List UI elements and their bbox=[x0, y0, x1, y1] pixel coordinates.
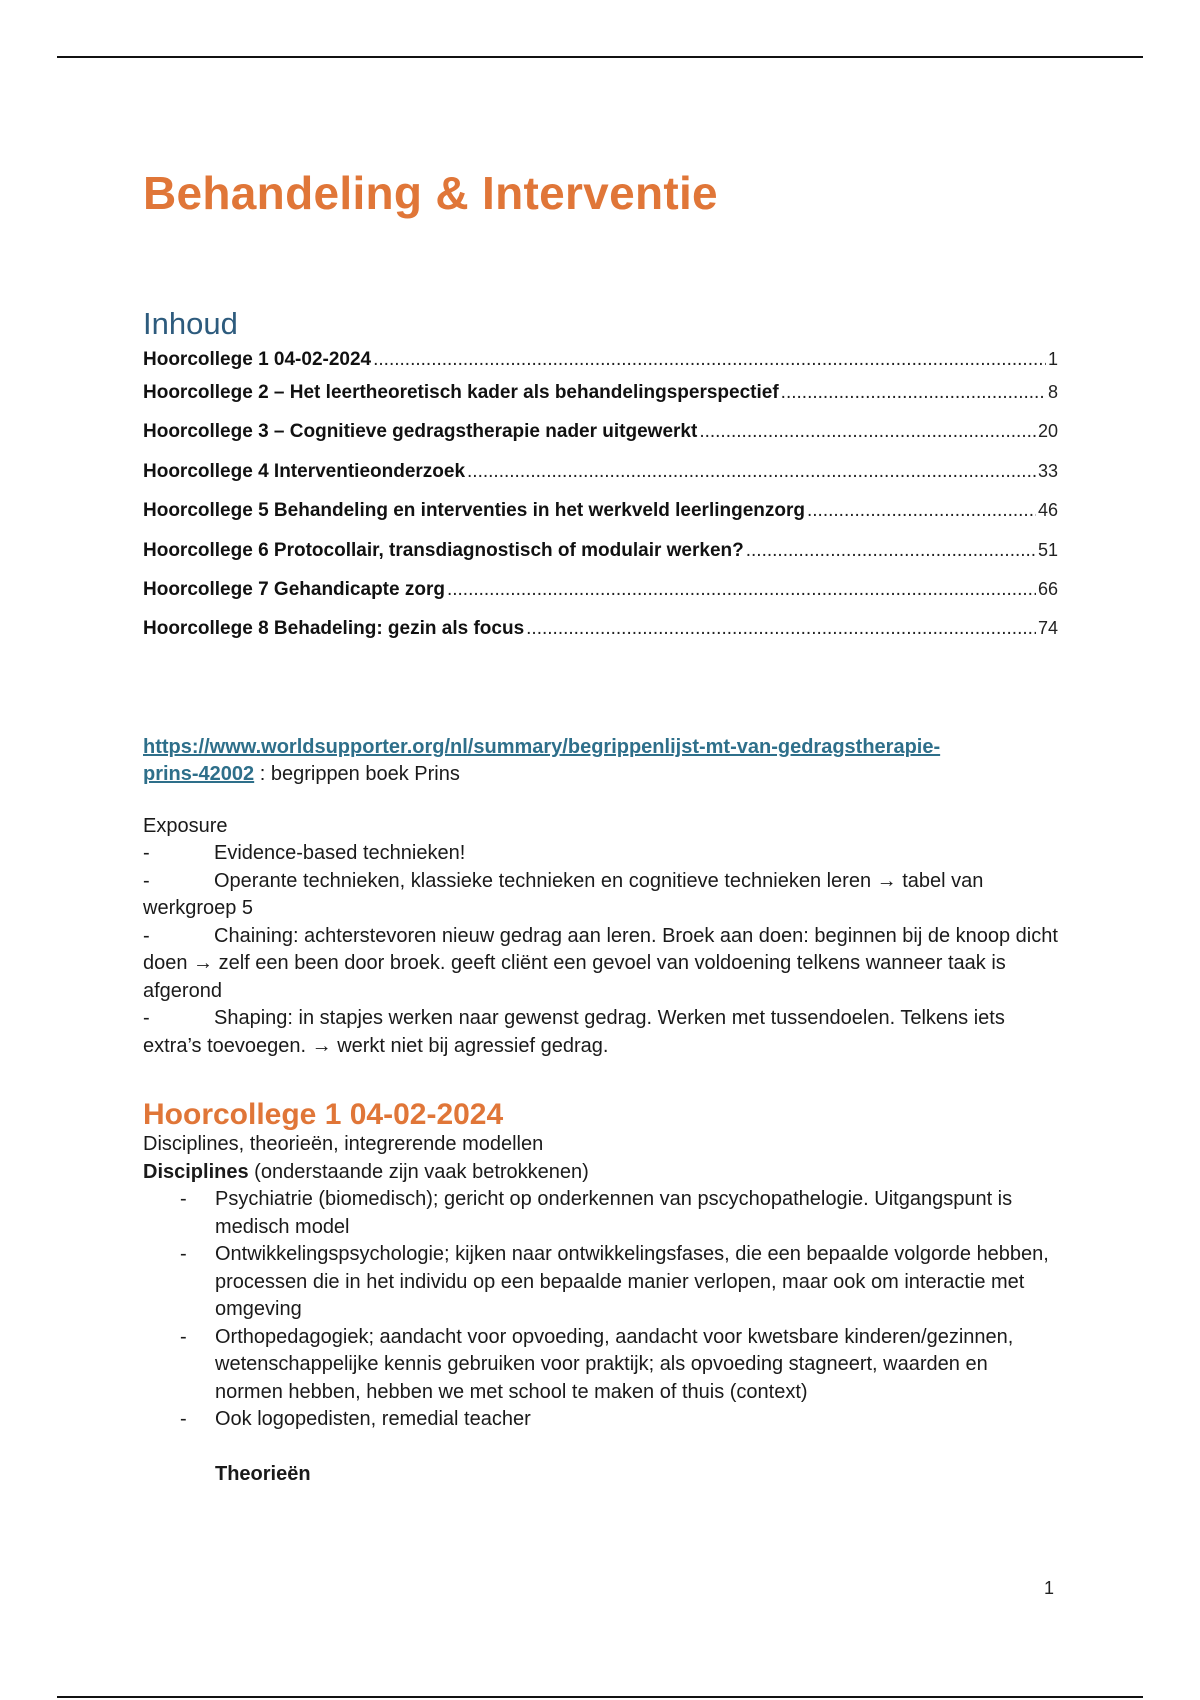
toc-entry-title: Hoorcollege 7 Gehandicapte zorg bbox=[143, 578, 445, 600]
exposure-item bbox=[143, 868, 1058, 923]
toc-entry-page: 66 bbox=[1037, 578, 1058, 599]
list-item-text: Psychiatrie (biomedisch); gericht op onderkennen van pscychopathelogie. Uitgangspunt is medisch model bbox=[215, 1188, 1013, 1238]
toc-entry-page: 51 bbox=[1037, 539, 1058, 560]
top-rule bbox=[57, 56, 1143, 58]
dash-marker: - bbox=[143, 1007, 150, 1030]
list-item bbox=[143, 1241, 1058, 1324]
dash-marker: - bbox=[143, 869, 150, 892]
document-title: Behandeling & Interventie bbox=[143, 167, 718, 219]
toc-entry-page: 74 bbox=[1037, 618, 1058, 639]
toc-entry[interactable] bbox=[143, 421, 1058, 460]
disciplines-line bbox=[143, 1159, 1058, 1187]
dash-marker: - bbox=[180, 1325, 187, 1348]
toc-entry-title: Hoorcollege 3 – Cognitieve gedragstherapie nader uitgewerkt bbox=[143, 421, 698, 443]
dash-marker: - bbox=[180, 1408, 187, 1431]
disciplines-list bbox=[143, 1186, 1058, 1434]
toc-entry-title: Hoorcollege 5 Behandeling en interventies in het werkveld leerlingenzorg bbox=[143, 500, 805, 522]
list-item-text: Orthopedagogiek; aandacht voor opvoeding, aandacht voor kwetsbare kinderen/gezinnen, wetenschappelijke kennis gebruiken voor praktijk; als opvoeding stagneert, waarden en normen hebben, hebben we met school te maken of thuis (context) bbox=[215, 1325, 1014, 1403]
toc-entry-title: Hoorcollege 1 04-02-2024 bbox=[143, 349, 372, 370]
toc-entry-title: Hoorcollege 8 Behadeling: gezin als focus bbox=[143, 618, 525, 640]
link-description: : begrippen boek Prins bbox=[254, 763, 460, 786]
dash-marker: - bbox=[143, 842, 150, 865]
toc-entry-title: Hoorcollege 6 Protocollair, transdiagnostisch of modulair werken? bbox=[143, 539, 744, 561]
theories-heading: Theorieën bbox=[215, 1462, 311, 1485]
toc-entry[interactable] bbox=[143, 461, 1058, 500]
section-1-body bbox=[143, 1131, 1058, 1488]
toc-entry-page: 46 bbox=[1037, 500, 1058, 521]
exposure-item bbox=[143, 1005, 1058, 1060]
toc-entry-title: Hoorcollege 2 – Het leertheoretisch kader als behandelingsperspectief bbox=[143, 382, 779, 403]
section-subtitle: Disciplines, theorieën, integrerende modellen bbox=[143, 1133, 544, 1156]
dash-marker: - bbox=[180, 1243, 187, 1266]
list-item-text: Ontwikkelingspsychologie; kijken naar ontwikkelingsfases, die een bepaalde volgorde hebben, processen die in het individu op een bepaalde manier verlopen, maar ook om interactie met omgeving bbox=[215, 1243, 1049, 1321]
toc-heading: Inhoud bbox=[143, 306, 238, 341]
worldsupporter-link[interactable]: https://www.worldsupporter.org/nl/summary/begrippenlijst-mt-van-gedragstherapie- bbox=[143, 735, 941, 758]
page-content bbox=[143, 167, 1058, 1488]
page-number: 1 bbox=[1044, 1578, 1055, 1598]
toc-entry-title: Hoorcollege 4 Interventieonderzoek bbox=[143, 460, 466, 482]
list-item-text: Ook logopedisten, remedial teacher bbox=[215, 1408, 531, 1431]
toc-entry[interactable] bbox=[143, 618, 1058, 657]
toc-entry[interactable] bbox=[143, 500, 1058, 539]
toc-entry[interactable] bbox=[143, 579, 1058, 618]
exposure-item-text: Chaining: achterstevoren nieuw gedrag aan leren. Broek aan doen: beginnen bij de knoop dicht doen → zelf een been door broek. geeft cliënt een gevoel van voldoening telkens wanneer taak is afgerond bbox=[143, 924, 1058, 1002]
list-item bbox=[143, 1186, 1058, 1241]
toc-entry[interactable] bbox=[143, 540, 1058, 579]
dash-marker: - bbox=[180, 1188, 187, 1211]
disciplines-label: Disciplines bbox=[143, 1160, 249, 1183]
worldsupporter-link-continued[interactable]: prins-42002 bbox=[143, 763, 255, 786]
exposure-item bbox=[143, 840, 1058, 868]
toc-entry[interactable] bbox=[143, 382, 1058, 421]
exposure-item-text: Shaping: in stapjes werken naar gewenst gedrag. Werken met tussendoelen. Telkens iets extra’s toevoegen. → werkt niet bij agressief gedrag. bbox=[143, 1007, 1005, 1057]
dash-marker: - bbox=[143, 924, 150, 947]
toc-entry-page: 1 bbox=[1047, 349, 1058, 369]
toc-entry-page: 33 bbox=[1037, 460, 1058, 481]
exposure-item-text: Evidence-based technieken! bbox=[214, 842, 466, 865]
list-item bbox=[143, 1324, 1058, 1407]
section-heading-hoorcollege-1: Hoorcollege 1 04-02-2024 bbox=[143, 1098, 504, 1132]
exposure-item-text: Operante technieken, klassieke technieken en cognitieve technieken leren → tabel van werkgroep 5 bbox=[143, 869, 984, 920]
toc-entry[interactable] bbox=[143, 349, 1058, 382]
reference-link-paragraph bbox=[143, 734, 1058, 789]
list-item bbox=[143, 1406, 1058, 1434]
bottom-rule bbox=[57, 1696, 1143, 1698]
exposure-label: Exposure bbox=[143, 814, 228, 837]
exposure-item bbox=[143, 923, 1058, 1006]
toc-entry-page: 8 bbox=[1047, 382, 1058, 402]
toc-entry-page: 20 bbox=[1037, 421, 1058, 442]
disciplines-note: (onderstaande zijn vaak betrokkenen) bbox=[248, 1160, 589, 1183]
exposure-section bbox=[143, 813, 1058, 1061]
table-of-contents bbox=[143, 349, 1058, 658]
